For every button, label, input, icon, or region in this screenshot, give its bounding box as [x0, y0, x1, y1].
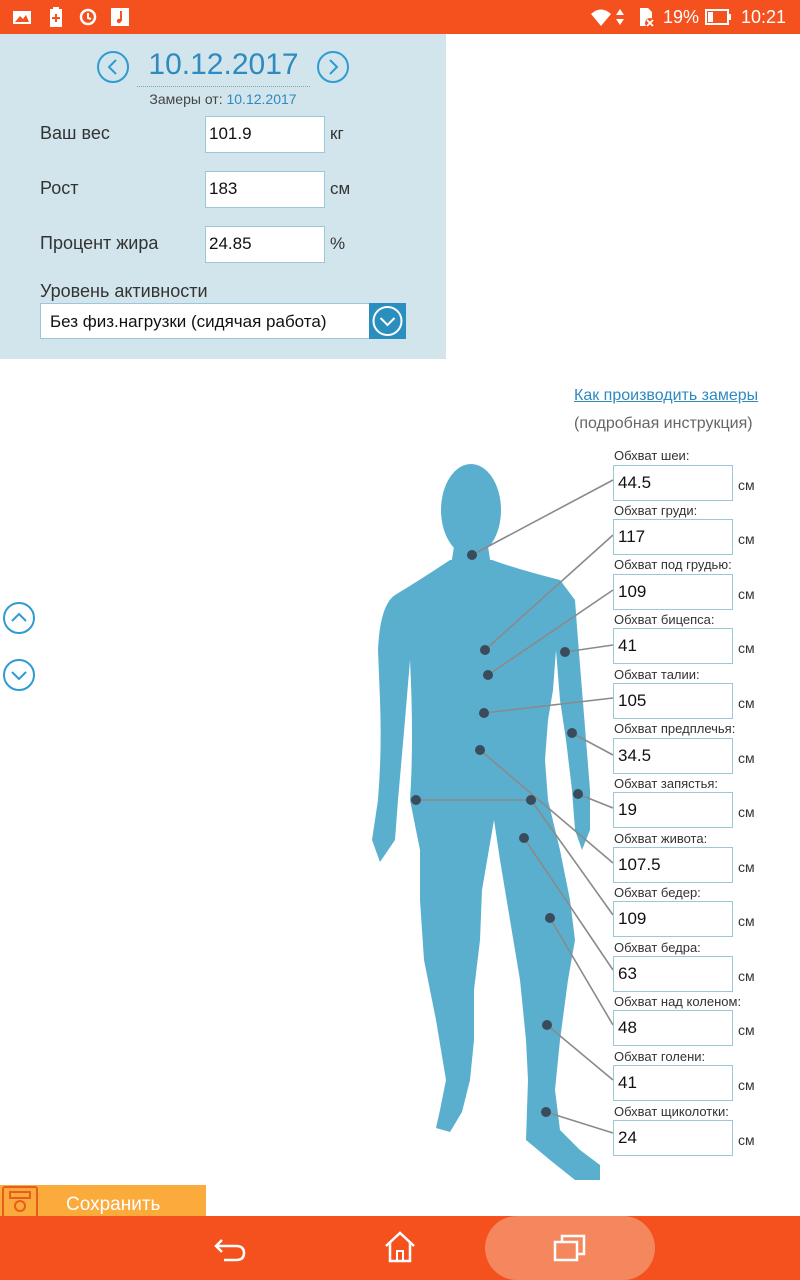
above-knee-unit: см: [738, 1022, 755, 1038]
hips-input[interactable]: 109: [613, 901, 733, 937]
bicep-unit: см: [738, 640, 755, 656]
calf-label: Обхват голени:: [614, 1049, 706, 1064]
above-knee-label: Обхват над коленом:: [614, 994, 742, 1009]
ankle-label: Обхват щиколотки:: [614, 1104, 729, 1119]
forearm-label: Обхват предплечья:: [614, 721, 736, 736]
ankle-unit: см: [738, 1132, 755, 1148]
current-date[interactable]: 10.12.2017: [137, 48, 310, 87]
height-unit: см: [330, 179, 351, 198]
fat-label: Процент жира: [40, 233, 159, 253]
activity-value: Без физ.нагрузки (сидячая работа): [50, 312, 327, 331]
neck-unit: см: [738, 477, 755, 493]
clock: 10:21: [741, 7, 787, 27]
battery-percent: 19%: [663, 7, 700, 27]
underbust-input[interactable]: 109: [613, 574, 733, 610]
belly-input[interactable]: 107.5: [613, 847, 733, 883]
chest-label: Обхват груди:: [614, 503, 698, 518]
underbust-unit: см: [738, 586, 755, 602]
waist-input[interactable]: 105: [613, 683, 733, 719]
neck-input[interactable]: 44.5: [613, 465, 733, 501]
measured-prefix: Замеры от:: [149, 91, 223, 107]
bicep-label: Обхват бицепса:: [614, 612, 715, 627]
hips-unit: см: [738, 913, 755, 929]
measured-date: 10.12.2017: [226, 91, 297, 107]
save-button[interactable]: [0, 1185, 206, 1219]
navigation-bar: [0, 1216, 800, 1280]
home-icon[interactable]: [382, 1229, 418, 1265]
waist-label: Обхват талии:: [614, 667, 700, 682]
belly-label: Обхват живота:: [614, 831, 708, 846]
height-label: Рост: [40, 178, 79, 198]
above-knee-input[interactable]: 48: [613, 1010, 733, 1046]
fat-input[interactable]: 24.85: [205, 226, 325, 263]
thigh-unit: см: [738, 968, 755, 984]
underbust-label: Обхват под грудью:: [614, 557, 732, 572]
ankle-input[interactable]: 24: [613, 1120, 733, 1156]
belly-unit: см: [738, 859, 755, 875]
bicep-input[interactable]: 41: [613, 628, 733, 664]
height-input[interactable]: 183: [205, 171, 325, 208]
neck-label: Обхват шеи:: [614, 448, 690, 463]
floppy-disk-icon: [2, 1186, 38, 1218]
chest-input[interactable]: 117: [613, 519, 733, 555]
weight-label: Ваш вес: [40, 123, 110, 143]
calf-input[interactable]: 41: [613, 1065, 733, 1101]
forearm-input[interactable]: 34.5: [613, 738, 733, 774]
weight-unit: кг: [330, 124, 344, 143]
wrist-input[interactable]: 19: [613, 792, 733, 828]
how-to-subtitle: (подробная инструкция): [574, 415, 753, 432]
fat-unit: %: [330, 234, 346, 253]
activity-label: Уровень активности: [40, 281, 208, 301]
thigh-input[interactable]: 63: [613, 956, 733, 992]
thigh-label: Обхват бедра:: [614, 940, 701, 955]
how-to-measure-link[interactable]: Как производить замеры: [574, 387, 759, 404]
weight-input[interactable]: 101.9: [205, 116, 325, 153]
save-label: Сохранить: [66, 1194, 161, 1215]
recent-apps-icon[interactable]: [552, 1232, 588, 1264]
chest-unit: см: [738, 531, 755, 547]
wrist-label: Обхват запястья:: [614, 776, 719, 791]
calf-unit: см: [738, 1077, 755, 1093]
hips-label: Обхват бедер:: [614, 885, 701, 900]
forearm-unit: см: [738, 750, 755, 766]
waist-unit: см: [738, 695, 755, 711]
back-icon[interactable]: [212, 1232, 248, 1264]
wrist-unit: см: [738, 804, 755, 820]
